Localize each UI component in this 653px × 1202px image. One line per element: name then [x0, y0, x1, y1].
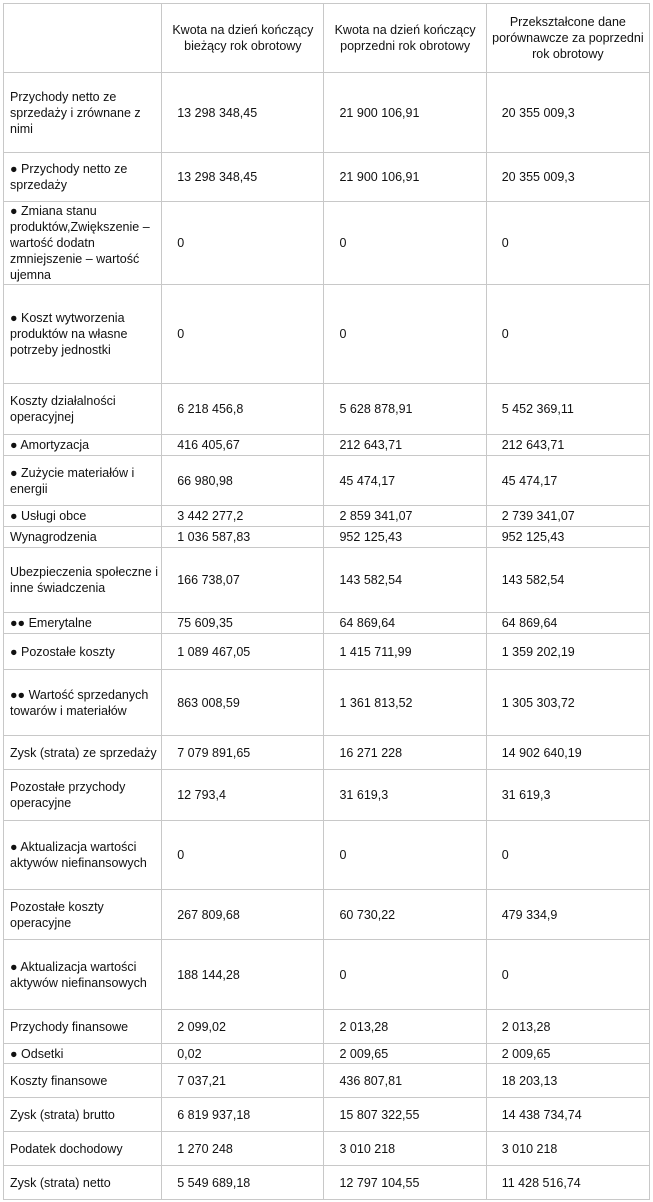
- row-label: ● Odsetki: [4, 1044, 162, 1064]
- table-row: [4, 435, 650, 456]
- table-row: [4, 285, 650, 384]
- value-restated: 0: [486, 285, 649, 384]
- row-label: Pozostałe przychody operacyjne: [4, 770, 162, 821]
- row-label: Zysk (strata) netto: [4, 1166, 162, 1200]
- value-previous: 31 619,3: [324, 770, 486, 821]
- row-label: ● Koszt wytworzenia produktów na własne potrzeby jednostki: [4, 285, 162, 384]
- value-previous: 0: [324, 821, 486, 890]
- value-current: 188 144,28: [162, 940, 324, 1010]
- value-current: 416 405,67: [162, 435, 324, 456]
- header-cell-label: [4, 4, 162, 73]
- value-current: 863 008,59: [162, 670, 324, 736]
- value-restated: 64 869,64: [486, 613, 649, 634]
- table-row: [4, 548, 650, 613]
- value-restated: 1 305 303,72: [486, 670, 649, 736]
- value-previous: 1 361 813,52: [324, 670, 486, 736]
- value-current: 12 793,4: [162, 770, 324, 821]
- row-label: ● Aktualizacja wartości aktywów niefinansowych: [4, 940, 162, 1010]
- value-current: 6 819 937,18: [162, 1098, 324, 1132]
- row-label: Koszty finansowe: [4, 1064, 162, 1098]
- value-current: 0,02: [162, 1044, 324, 1064]
- table-row: [4, 73, 650, 153]
- value-current: 13 298 348,45: [162, 153, 324, 202]
- value-restated: 2 013,28: [486, 1010, 649, 1044]
- header-cell-restated: Przekształcone dane porównawcze za poprzedni rok obrotowy: [486, 4, 649, 73]
- row-label: ● Przychody netto ze sprzedaży: [4, 153, 162, 202]
- row-label: Koszty działalności operacyjnej: [4, 384, 162, 435]
- financial-statement-table: [3, 3, 650, 1200]
- value-previous: 0: [324, 285, 486, 384]
- header-cell-current-year: Kwota na dzień kończący bieżący rok obrotowy: [162, 4, 324, 73]
- row-label: Pozostałe koszty operacyjne: [4, 890, 162, 940]
- value-current: 2 099,02: [162, 1010, 324, 1044]
- value-restated: 2 739 341,07: [486, 506, 649, 527]
- value-current: 1 089 467,05: [162, 634, 324, 670]
- value-previous: 0: [324, 940, 486, 1010]
- table-row: [4, 506, 650, 527]
- value-restated: 143 582,54: [486, 548, 649, 613]
- value-restated: 31 619,3: [486, 770, 649, 821]
- value-restated: 0: [486, 821, 649, 890]
- table-row: [4, 940, 650, 1010]
- row-label: ● Zmiana stanu produktów,Zwiększenie – wartość dodatn zmniejszenie – wartość ujemna: [4, 202, 162, 285]
- row-label: ● Aktualizacja wartości aktywów niefinansowych: [4, 821, 162, 890]
- table-row: [4, 1044, 650, 1064]
- value-restated: 14 438 734,74: [486, 1098, 649, 1132]
- value-previous: 2 009,65: [324, 1044, 486, 1064]
- row-label: ● Usługi obce: [4, 506, 162, 527]
- value-previous: 212 643,71: [324, 435, 486, 456]
- table-row: [4, 736, 650, 770]
- table-header-row: [4, 4, 650, 73]
- table-row: [4, 890, 650, 940]
- table-row: [4, 770, 650, 821]
- value-restated: 5 452 369,11: [486, 384, 649, 435]
- row-label: ●● Wartość sprzedanych towarów i materiałów: [4, 670, 162, 736]
- table-row: [4, 202, 650, 285]
- value-current: 13 298 348,45: [162, 73, 324, 153]
- value-restated: 2 009,65: [486, 1044, 649, 1064]
- table-row: [4, 1166, 650, 1200]
- value-previous: 12 797 104,55: [324, 1166, 486, 1200]
- row-label: ● Pozostałe koszty: [4, 634, 162, 670]
- value-previous: 15 807 322,55: [324, 1098, 486, 1132]
- value-previous: 1 415 711,99: [324, 634, 486, 670]
- value-restated: 45 474,17: [486, 456, 649, 506]
- value-restated: 1 359 202,19: [486, 634, 649, 670]
- value-restated: 14 902 640,19: [486, 736, 649, 770]
- table-row: [4, 634, 650, 670]
- value-restated: 20 355 009,3: [486, 153, 649, 202]
- row-label: Przychody netto ze sprzedaży i zrównane z nimi: [4, 73, 162, 153]
- value-previous: 952 125,43: [324, 527, 486, 548]
- table-row: [4, 384, 650, 435]
- table-row: [4, 1132, 650, 1166]
- row-label: ● Zużycie materiałów i energii: [4, 456, 162, 506]
- value-previous: 3 010 218: [324, 1132, 486, 1166]
- table-row: [4, 527, 650, 548]
- value-previous: 21 900 106,91: [324, 73, 486, 153]
- row-label: ●● Emerytalne: [4, 613, 162, 634]
- value-current: 5 549 689,18: [162, 1166, 324, 1200]
- value-current: 1 036 587,83: [162, 527, 324, 548]
- value-previous: 0: [324, 202, 486, 285]
- value-previous: 2 013,28: [324, 1010, 486, 1044]
- row-label: Przychody finansowe: [4, 1010, 162, 1044]
- value-restated: 0: [486, 202, 649, 285]
- value-current: 1 270 248: [162, 1132, 324, 1166]
- table-row: [4, 613, 650, 634]
- value-current: 166 738,07: [162, 548, 324, 613]
- row-label: Podatek dochodowy: [4, 1132, 162, 1166]
- value-previous: 5 628 878,91: [324, 384, 486, 435]
- table-row: [4, 1010, 650, 1044]
- row-label: ● Amortyzacja: [4, 435, 162, 456]
- value-current: 0: [162, 202, 324, 285]
- value-restated: 3 010 218: [486, 1132, 649, 1166]
- value-previous: 16 271 228: [324, 736, 486, 770]
- value-current: 6 218 456,8: [162, 384, 324, 435]
- value-restated: 952 125,43: [486, 527, 649, 548]
- row-label: Zysk (strata) ze sprzedaży: [4, 736, 162, 770]
- value-previous: 60 730,22: [324, 890, 486, 940]
- row-label: Zysk (strata) brutto: [4, 1098, 162, 1132]
- row-label: Wynagrodzenia: [4, 527, 162, 548]
- value-current: 0: [162, 821, 324, 890]
- value-current: 0: [162, 285, 324, 384]
- value-previous: 143 582,54: [324, 548, 486, 613]
- table-row: [4, 821, 650, 890]
- value-restated: 0: [486, 940, 649, 1010]
- value-current: 66 980,98: [162, 456, 324, 506]
- table-row: [4, 1098, 650, 1132]
- value-restated: 479 334,9: [486, 890, 649, 940]
- value-restated: 18 203,13: [486, 1064, 649, 1098]
- value-current: 7 037,21: [162, 1064, 324, 1098]
- table-row: [4, 153, 650, 202]
- value-current: 75 609,35: [162, 613, 324, 634]
- header-cell-previous-year: Kwota na dzień kończący poprzedni rok obrotowy: [324, 4, 486, 73]
- table-row: [4, 456, 650, 506]
- value-previous: 64 869,64: [324, 613, 486, 634]
- table-row: [4, 670, 650, 736]
- value-previous: 21 900 106,91: [324, 153, 486, 202]
- value-current: 267 809,68: [162, 890, 324, 940]
- value-current: 7 079 891,65: [162, 736, 324, 770]
- value-restated: 20 355 009,3: [486, 73, 649, 153]
- value-current: 3 442 277,2: [162, 506, 324, 527]
- value-restated: 11 428 516,74: [486, 1166, 649, 1200]
- row-label: Ubezpieczenia społeczne i inne świadczenia: [4, 548, 162, 613]
- table-row: [4, 1064, 650, 1098]
- value-previous: 436 807,81: [324, 1064, 486, 1098]
- value-restated: 212 643,71: [486, 435, 649, 456]
- value-previous: 45 474,17: [324, 456, 486, 506]
- value-previous: 2 859 341,07: [324, 506, 486, 527]
